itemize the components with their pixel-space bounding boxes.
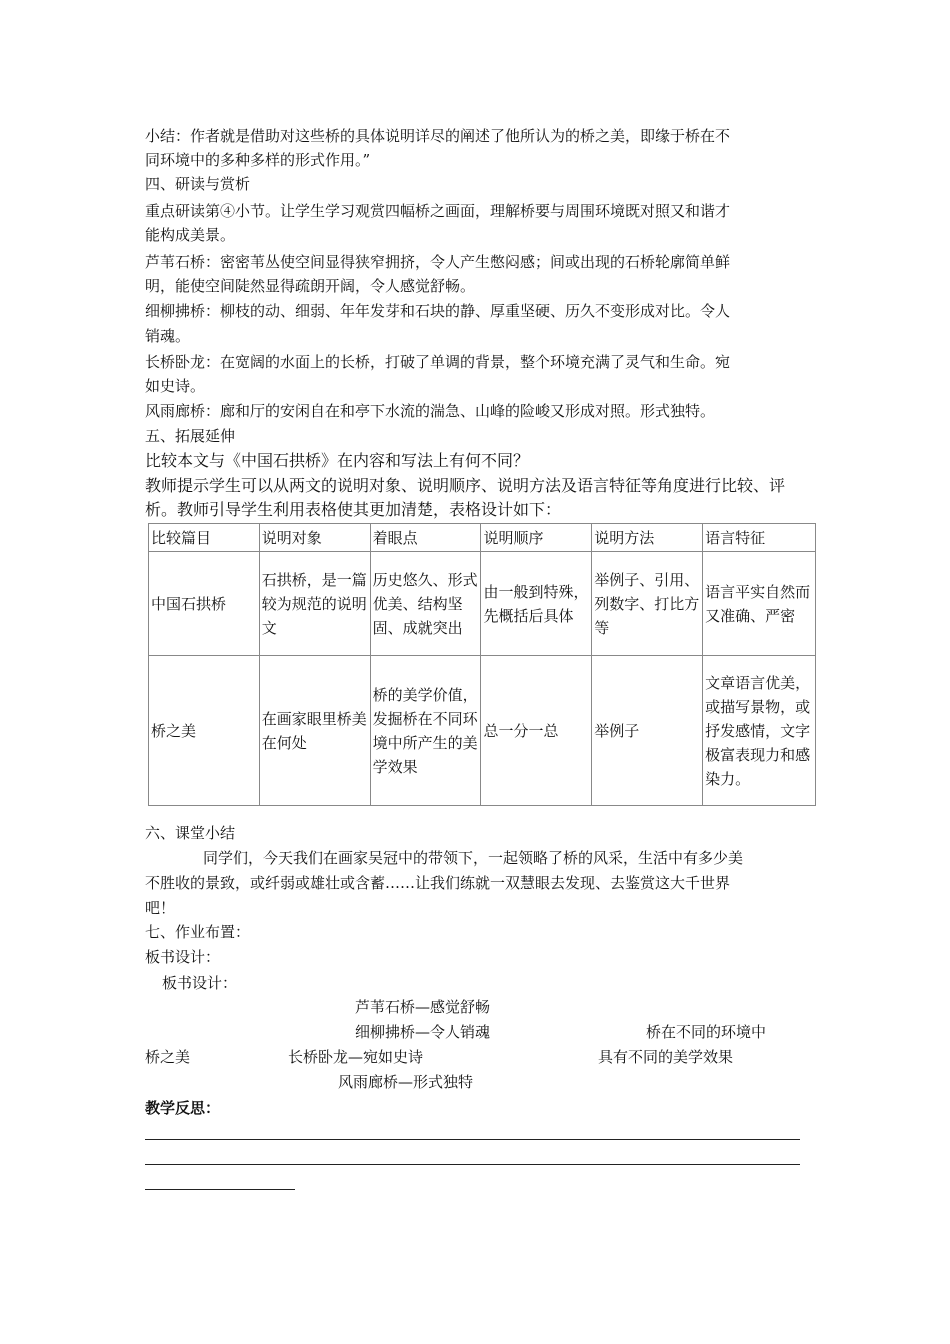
table-cell: 由一般到特殊，先概括后具体	[481, 552, 592, 656]
table-header-cell: 比较篇目	[149, 524, 260, 552]
board-item-changqiao: 长桥卧龙—宛如史诗	[288, 1048, 424, 1066]
table-cell: 在画家眼里桥美在何处	[259, 656, 370, 806]
closing-line-2: 不胜收的景致，或纤弱或雄壮或含蓄……让我们练就一双慧眼去发现、去鉴赏这大千世界	[145, 874, 731, 892]
table-header-cell: 说明顺序	[481, 524, 592, 552]
teacher-hint-line-2: 析。教师引导学生利用表格使其更加清楚，表格设计如下：	[145, 500, 562, 519]
xiliu-line-2: 销魂。	[145, 327, 191, 345]
table-row	[149, 656, 816, 806]
luwei-line-1: 芦苇石桥：密密苇丛使空间显得狭窄拥挤，令人产生憋闷感；间或出现的石桥轮廓简单鲜	[145, 253, 731, 271]
table-row	[149, 552, 816, 656]
changqiao-line-2: 如史诗。	[145, 377, 206, 395]
focus-line-2: 能构成美景。	[145, 226, 236, 244]
board-item-luwei: 芦苇石桥—感觉舒畅	[355, 998, 491, 1016]
section-4-heading: 四、研读与赏析	[145, 175, 251, 193]
table-header-cell: 着眼点	[370, 524, 481, 552]
reflection-heading: 教学反思：	[145, 1099, 221, 1117]
fengyu-line: 风雨廊桥：廊和厅的安闲自在和亭下水流的湍急、山峰的险峻又形成对照。形式独特。	[145, 402, 716, 420]
compare-question: 比较本文与《中国石拱桥》在内容和写法上有何不同？	[145, 451, 530, 470]
table-cell: 总一分一总	[481, 656, 592, 806]
table-cell: 举例子、引用、列数字、打比方等	[592, 552, 703, 656]
table-cell: 举例子	[592, 656, 703, 806]
table-cell: 文章语言优美，或描写景物，或抒发感情，文字极富表现力和感染力。	[703, 656, 816, 806]
section-7-heading: 七、作业布置：	[145, 923, 251, 941]
board-right-line-1: 桥在不同的环境中	[646, 1023, 767, 1041]
table-header-cell: 语言特征	[703, 524, 816, 552]
board-root: 桥之美	[145, 1048, 191, 1066]
table-cell: 石拱桥，是一篇较为规范的说明文	[259, 552, 370, 656]
luwei-line-2: 明，能使空间陡然显得疏朗开阔，令人感觉舒畅。	[145, 277, 476, 295]
table-cell: 语言平实自然而又准确、严密	[703, 552, 816, 656]
board-right-line-2: 具有不同的美学效果	[598, 1048, 734, 1066]
closing-line-3: 吧！	[145, 899, 176, 917]
section-5-heading: 五、拓展延伸	[145, 427, 236, 445]
answer-line	[145, 1189, 295, 1190]
table-cell: 桥的美学价值，发掘桥在不同环境中所产生的美学效果	[370, 656, 481, 806]
table-header-cell: 说明对象	[259, 524, 370, 552]
closing-line-1: 同学们，今天我们在画家吴冠中的带领下，一起领略了桥的风采，生活中有多少美	[203, 849, 744, 867]
focus-line-1: 重点研读第④小节。让学生学习观赏四幅桥之画面，理解桥要与周围环境既对照又和谐才	[145, 202, 731, 220]
table-header-cell: 说明方法	[592, 524, 703, 552]
section-6-heading: 六、课堂小结	[145, 824, 236, 842]
comparison-table	[148, 523, 816, 806]
teacher-hint-line-1: 教师提示学生可以从两文的说明对象、说明顺序、说明方法及语言特征等角度进行比较、评	[145, 476, 786, 495]
board-item-xiliu: 细柳拂桥—令人销魂	[355, 1023, 491, 1041]
board-item-fengyu: 风雨廊桥—形式独特	[338, 1073, 474, 1091]
board-design-heading-2: 板书设计：	[162, 974, 238, 992]
board-design-heading: 板书设计：	[145, 948, 221, 966]
table-cell: 中国石拱桥	[149, 552, 260, 656]
xiliu-line-1: 细柳拂桥：柳枝的动、细弱、年年发芽和石块的静、厚重坚硬、历久不变形成对比。令人	[145, 302, 731, 320]
summary-line-1: 小结：作者就是借助对这些桥的具体说明详尽的阐述了他所认为的桥之美，即缘于桥在不	[145, 127, 731, 145]
answer-line	[145, 1164, 800, 1165]
answer-line	[145, 1139, 800, 1140]
changqiao-line-1: 长桥卧龙：在宽阔的水面上的长桥，打破了单调的背景，整个环境充满了灵气和生命。宛	[145, 353, 731, 371]
table-header-row	[149, 524, 816, 552]
table-cell: 历史悠久、形式优美、结构坚固、成就突出	[370, 552, 481, 656]
summary-line-2: 同环境中的多种多样的形式作用。”	[145, 151, 371, 169]
table-cell: 桥之美	[149, 656, 260, 806]
